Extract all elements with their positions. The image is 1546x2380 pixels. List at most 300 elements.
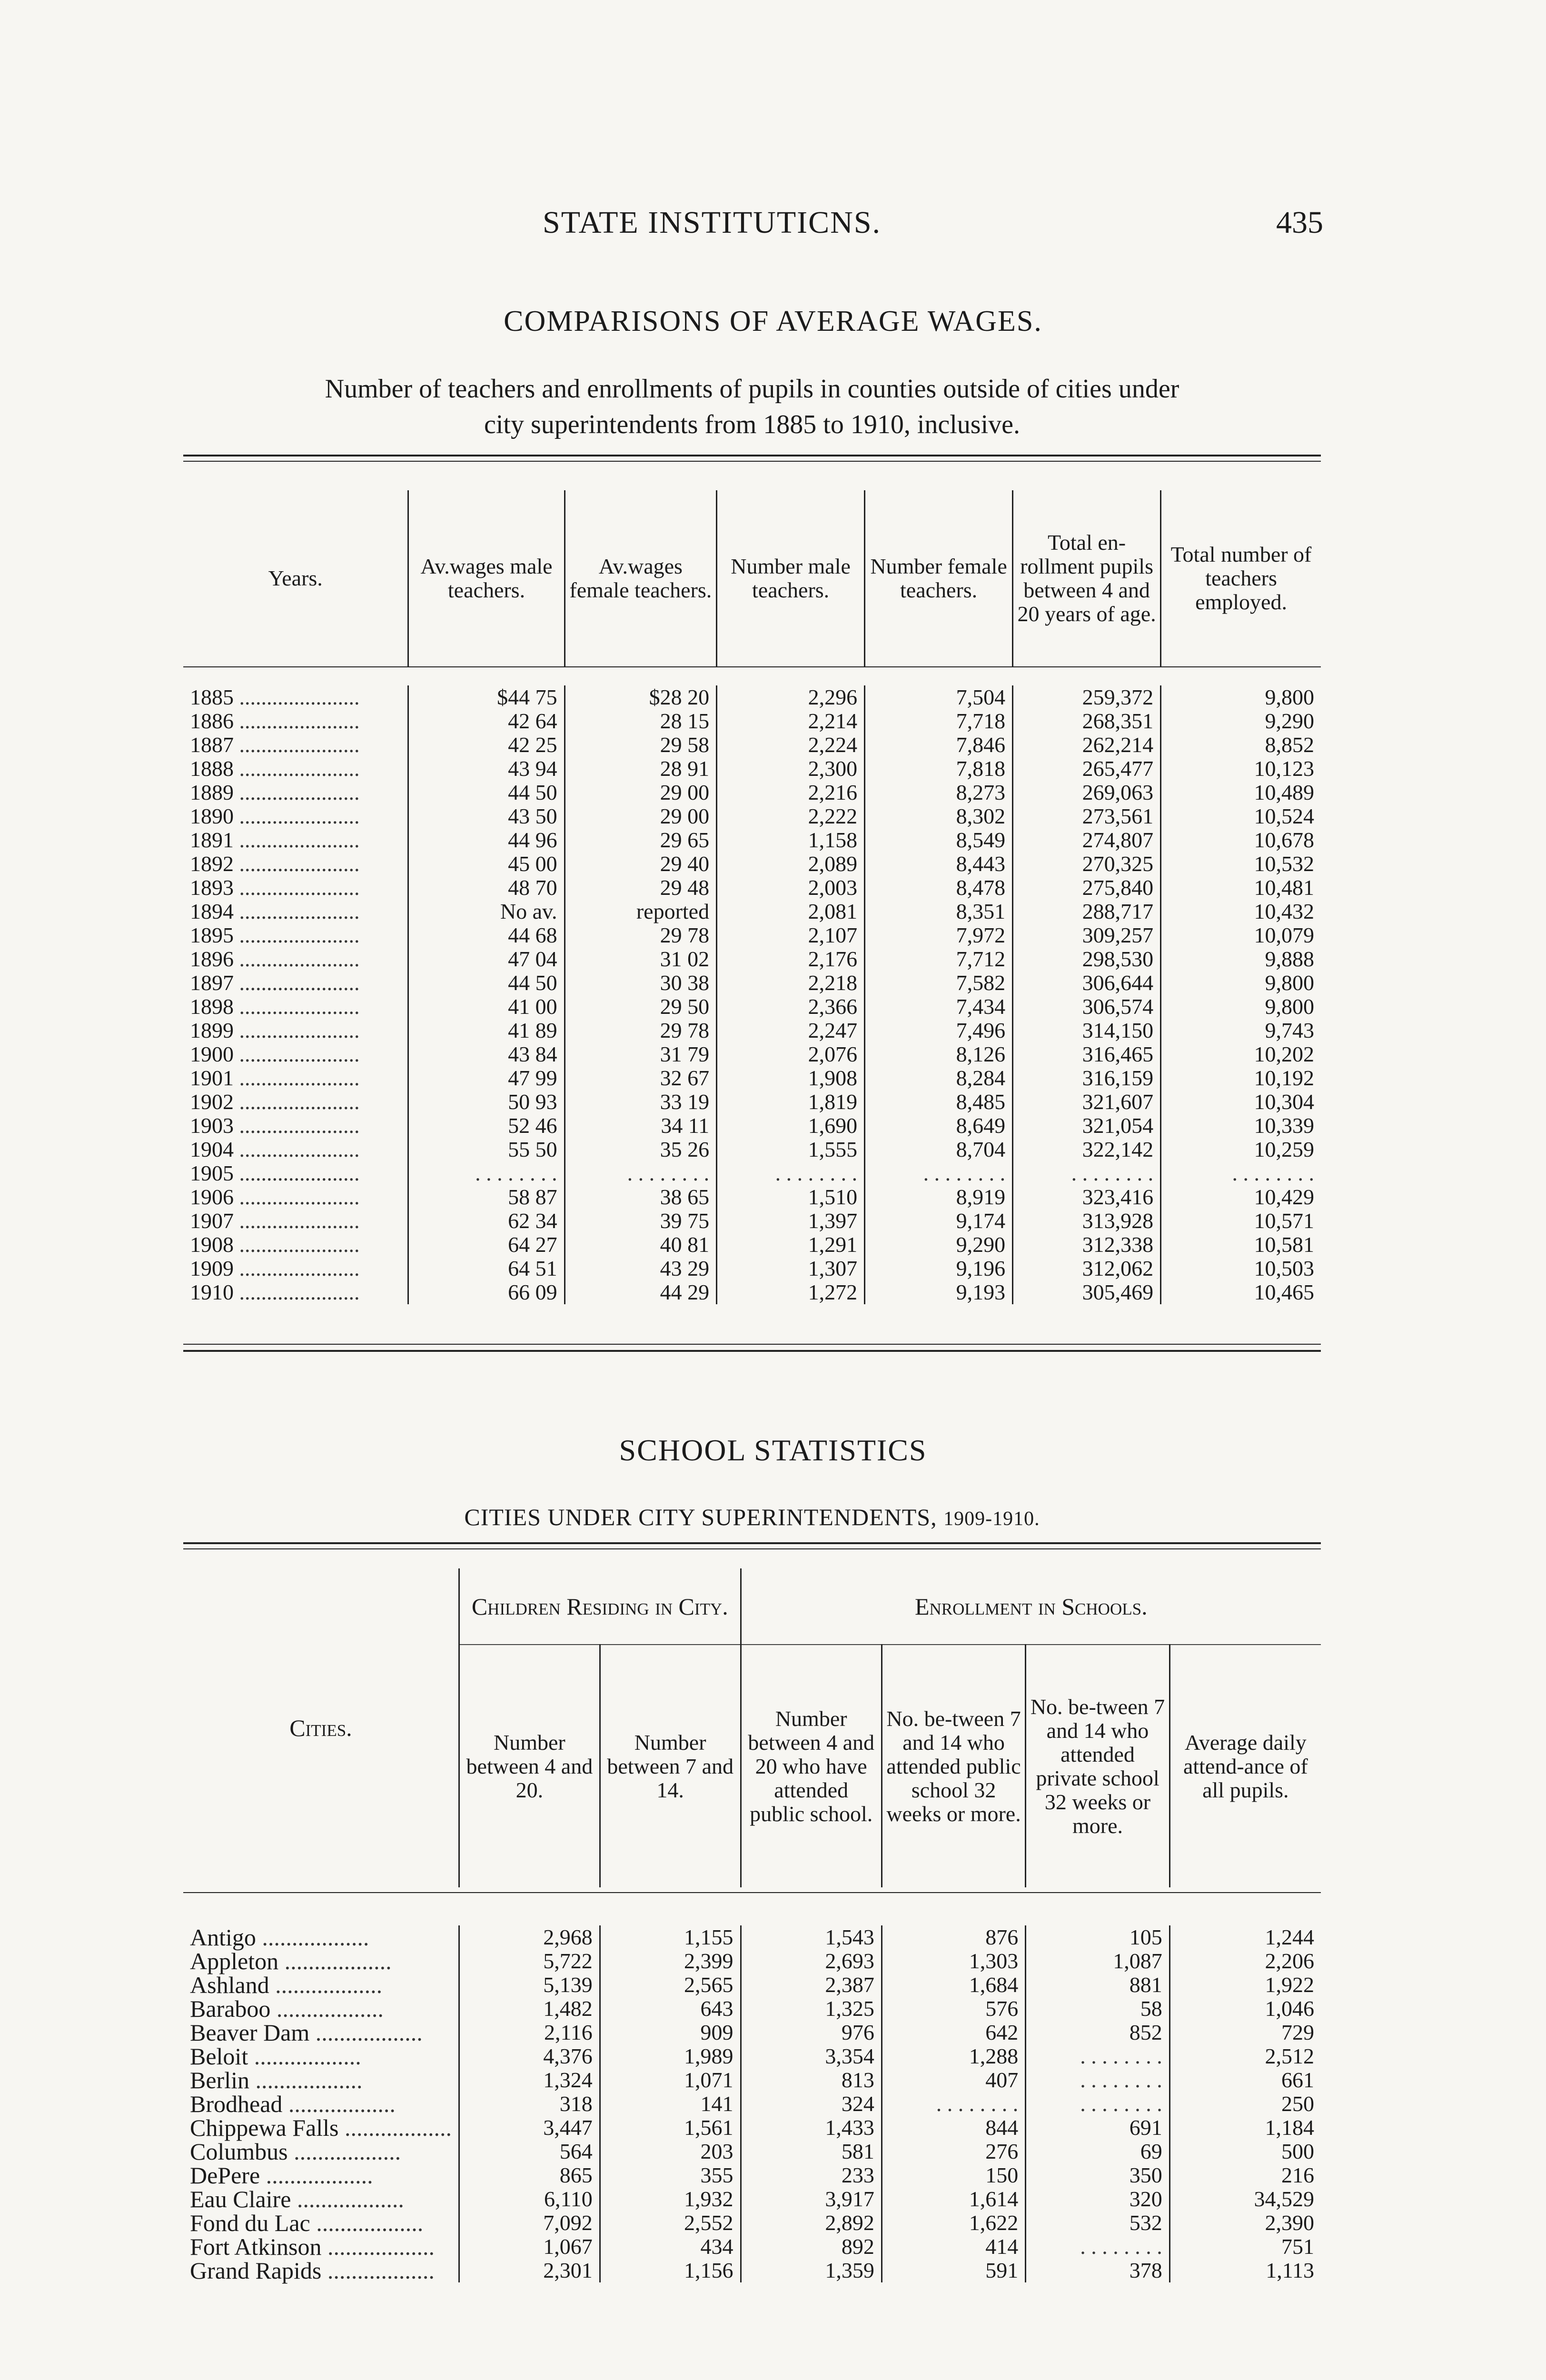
value-cell: 8,126 xyxy=(865,1042,1013,1066)
year-row xyxy=(183,971,1321,995)
value-cell: 105 xyxy=(1026,1925,1169,1949)
year-row xyxy=(183,1257,1321,1280)
value-cell: 1,433 xyxy=(741,2116,882,2140)
value-cell: 2,387 xyxy=(741,1973,882,1997)
value-cell: 10,202 xyxy=(1161,1042,1321,1066)
year-cell: 1890 ...................... xyxy=(190,804,360,828)
value-cell: 318 xyxy=(459,2092,600,2116)
value-cell: 9,800 xyxy=(1161,971,1321,995)
value-cell: 9,193 xyxy=(865,1280,1013,1304)
value-cell: 1,555 xyxy=(717,1138,865,1161)
value-cell: 2,390 xyxy=(1169,2211,1321,2235)
value-cell: 305,469 xyxy=(1013,1280,1161,1304)
value-cell: 44 29 xyxy=(565,1280,717,1304)
value-cell: 29 00 xyxy=(565,781,717,804)
year-cell: 1886 ...................... xyxy=(190,709,360,733)
section2-title: SCHOOL STATISTICS xyxy=(619,1433,927,1467)
value-cell: 2,003 xyxy=(717,876,865,900)
section1-subtitle-1: Number of teachers and enrollments of pupils in counties outside of cities under xyxy=(325,374,1179,404)
section1-subtitle-2: city superintendents from 1885 to 1910, inclusive. xyxy=(484,410,1021,439)
year-label: 1901 xyxy=(190,1066,234,1090)
value-cell: $28 20 xyxy=(565,685,717,709)
value-cell: 47 04 xyxy=(408,947,565,971)
value-cell: 259,372 xyxy=(1013,685,1161,709)
city-cell: Baraboo .................. xyxy=(190,1995,384,2022)
city-name: Baraboo xyxy=(190,1995,271,2022)
value-cell: 42 64 xyxy=(408,709,565,733)
table1-bottom-rule-thin xyxy=(183,1344,1321,1345)
value-cell: 350 xyxy=(1026,2163,1169,2187)
value-cell: 7,434 xyxy=(865,995,1013,1019)
year-label: 1891 xyxy=(190,828,234,852)
value-cell: 29 00 xyxy=(565,804,717,828)
value-cell: 1,325 xyxy=(741,1997,882,2021)
year-label: 1908 xyxy=(190,1232,234,1257)
city-name: Columbus xyxy=(190,2138,288,2165)
value-cell: 316,159 xyxy=(1013,1066,1161,1090)
city-row xyxy=(183,1997,1321,2021)
table1-bottom-rule xyxy=(183,1350,1321,1352)
value-cell: 141 xyxy=(600,2092,741,2116)
value-cell: 8,852 xyxy=(1161,733,1321,757)
section2-subtitle xyxy=(178,1499,1326,1537)
year-label: 1898 xyxy=(190,994,234,1019)
value-cell: 7,092 xyxy=(459,2211,600,2235)
value-cell: 9,290 xyxy=(1161,709,1321,733)
value-cell: 10,489 xyxy=(1161,781,1321,804)
year-row xyxy=(183,1185,1321,1209)
value-cell: 10,678 xyxy=(1161,828,1321,852)
value-cell: 7,818 xyxy=(865,757,1013,781)
year-cell: 1892 ...................... xyxy=(190,852,360,876)
value-cell: 881 xyxy=(1026,1973,1169,1997)
col-header-avg-daily: Average daily attend-ance of all pupils. xyxy=(1169,1645,1321,1887)
year-cell: 1898 ...................... xyxy=(190,994,360,1019)
value-cell: 41 00 xyxy=(408,995,565,1019)
col-header-attended-public: Number between 4 and 20 who have attended public school. xyxy=(741,1645,882,1887)
city-row xyxy=(183,1925,1321,1949)
city-cell: Fond du Lac .................. xyxy=(190,2210,424,2236)
value-cell: 275,840 xyxy=(1013,876,1161,900)
year-label: 1907 xyxy=(190,1209,234,1233)
year-label: 1893 xyxy=(190,875,234,900)
value-cell: 40 81 xyxy=(565,1233,717,1257)
value-cell: 9,800 xyxy=(1161,995,1321,1019)
year-row xyxy=(183,685,1321,709)
value-cell: 8,443 xyxy=(865,852,1013,876)
value-cell: 661 xyxy=(1169,2068,1321,2092)
value-cell: 10,465 xyxy=(1161,1280,1321,1304)
value-cell: 1,932 xyxy=(600,2187,741,2211)
col-header-number-female: Number female teachers. xyxy=(865,490,1013,666)
year-cell: 1899 ...................... xyxy=(190,1018,360,1042)
value-cell: 322,142 xyxy=(1013,1138,1161,1161)
value-cell: 1,158 xyxy=(717,828,865,852)
city-name: DePere xyxy=(190,2162,260,2189)
year-label: 1892 xyxy=(190,852,234,876)
value-cell: 8,478 xyxy=(865,876,1013,900)
value-cell: 10,503 xyxy=(1161,1257,1321,1280)
value-cell: 2,176 xyxy=(717,947,865,971)
year-row xyxy=(183,781,1321,804)
col-header-cities: Cities. xyxy=(289,1715,352,1741)
value-cell: 1,922 xyxy=(1169,1973,1321,1997)
value-cell: 1,113 xyxy=(1169,2259,1321,2282)
value-cell: 35 26 xyxy=(565,1138,717,1161)
value-cell: 865 xyxy=(459,2163,600,2187)
year-cell: 1889 ...................... xyxy=(190,780,360,804)
year-row xyxy=(183,1090,1321,1114)
value-cell: 2,968 xyxy=(459,1925,600,1949)
value-cell: 10,432 xyxy=(1161,900,1321,923)
value-cell: 7,972 xyxy=(865,923,1013,947)
value-cell: 321,607 xyxy=(1013,1090,1161,1114)
value-cell: 2,300 xyxy=(717,757,865,781)
value-cell: 8,704 xyxy=(865,1138,1013,1161)
school-stats-table-body xyxy=(183,1925,1321,2282)
value-cell: 29 48 xyxy=(565,876,717,900)
value-cell: 10,581 xyxy=(1161,1233,1321,1257)
city-name: Grand Rapids xyxy=(190,2257,322,2284)
year-cell: 1907 ...................... xyxy=(190,1209,360,1233)
value-cell: 2,214 xyxy=(717,709,865,733)
value-cell: . . . . . . . . xyxy=(1013,1161,1161,1185)
value-cell: 1,510 xyxy=(717,1185,865,1209)
value-cell: 47 99 xyxy=(408,1066,565,1090)
city-row xyxy=(183,2021,1321,2044)
value-cell: 909 xyxy=(600,2021,741,2044)
group-header-children: Children Residing in City. xyxy=(459,1568,741,1645)
section1-title: COMPARISONS OF AVERAGE WAGES. xyxy=(504,305,1042,337)
value-cell: 2,552 xyxy=(600,2211,741,2235)
city-cell: Brodhead .................. xyxy=(190,2091,396,2117)
year-cell: 1902 ...................... xyxy=(190,1090,360,1114)
value-cell: 270,325 xyxy=(1013,852,1161,876)
col-header-private-32-weeks: No. be-tween 7 and 14 who attended private school 32 weeks or more. xyxy=(1026,1645,1169,1887)
value-cell: . . . . . . . . xyxy=(717,1161,865,1185)
value-cell: 7,504 xyxy=(865,685,1013,709)
value-cell: 2,206 xyxy=(1169,1949,1321,1973)
value-cell: 1,288 xyxy=(882,2044,1025,2068)
value-cell: 2,218 xyxy=(717,971,865,995)
value-cell: 407 xyxy=(882,2068,1025,2092)
city-cell: Beaver Dam .................. xyxy=(190,2019,423,2046)
value-cell: reported xyxy=(565,900,717,923)
value-cell: 44 96 xyxy=(408,828,565,852)
value-cell: 43 84 xyxy=(408,1042,565,1066)
value-cell: 1,067 xyxy=(459,2235,600,2259)
value-cell: 2,565 xyxy=(600,1973,741,1997)
value-cell: 1,071 xyxy=(600,2068,741,2092)
value-cell: 41 89 xyxy=(408,1019,565,1042)
value-cell: 50 93 xyxy=(408,1090,565,1114)
year-row xyxy=(183,852,1321,876)
value-cell: 44 50 xyxy=(408,781,565,804)
value-cell: 29 50 xyxy=(565,995,717,1019)
value-cell: 10,304 xyxy=(1161,1090,1321,1114)
value-cell: 44 50 xyxy=(408,971,565,995)
value-cell: 31 02 xyxy=(565,947,717,971)
value-cell: 9,290 xyxy=(865,1233,1013,1257)
value-cell: 29 78 xyxy=(565,923,717,947)
city-row xyxy=(183,2116,1321,2140)
value-cell: 1,622 xyxy=(882,2211,1025,2235)
value-cell: 43 94 xyxy=(408,757,565,781)
year-label: 1894 xyxy=(190,899,234,923)
value-cell: 2,116 xyxy=(459,2021,600,2044)
value-cell: 55 50 xyxy=(408,1138,565,1161)
value-cell: 29 78 xyxy=(565,1019,717,1042)
value-cell: 34 11 xyxy=(565,1114,717,1138)
value-cell: . . . . . . . . xyxy=(1026,2092,1169,2116)
value-cell: 323,416 xyxy=(1013,1185,1161,1209)
school-stats-table xyxy=(183,1568,1321,2282)
city-name: Fort Atkinson xyxy=(190,2233,322,2260)
value-cell: 9,174 xyxy=(865,1209,1013,1233)
value-cell: 10,079 xyxy=(1161,923,1321,947)
value-cell: 62 34 xyxy=(408,1209,565,1233)
year-label: 1885 xyxy=(190,685,234,709)
year-cell: 1900 ...................... xyxy=(190,1042,360,1066)
value-cell: 28 91 xyxy=(565,757,717,781)
value-cell: 8,649 xyxy=(865,1114,1013,1138)
table2-top-rule-thin xyxy=(183,1548,1321,1549)
city-name: Berlin xyxy=(190,2067,249,2093)
col-header-total-enrollment: Total en-rollment pupils between 4 and 20 years of age. xyxy=(1013,490,1161,666)
year-cell: 1905 ...................... xyxy=(190,1161,360,1185)
value-cell: 31 79 xyxy=(565,1042,717,1066)
value-cell: 58 xyxy=(1026,1997,1169,2021)
year-cell: 1896 ...................... xyxy=(190,947,360,971)
year-cell: 1909 ...................... xyxy=(190,1256,360,1280)
year-row xyxy=(183,709,1321,733)
value-cell: . . . . . . . . xyxy=(408,1161,565,1185)
value-cell: 1,684 xyxy=(882,1973,1025,1997)
value-cell: 2,399 xyxy=(600,1949,741,1973)
year-row xyxy=(183,1138,1321,1161)
value-cell: 2,366 xyxy=(717,995,865,1019)
value-cell: 2,693 xyxy=(741,1949,882,1973)
city-row xyxy=(183,2211,1321,2235)
value-cell: 729 xyxy=(1169,2021,1321,2044)
year-row xyxy=(183,1042,1321,1066)
value-cell: 314,150 xyxy=(1013,1019,1161,1042)
value-cell: 378 xyxy=(1026,2259,1169,2282)
value-cell: 751 xyxy=(1169,2235,1321,2259)
city-row xyxy=(183,1949,1321,1973)
value-cell: 29 58 xyxy=(565,733,717,757)
value-cell: 355 xyxy=(600,2163,741,2187)
year-row xyxy=(183,828,1321,852)
value-cell: 1,690 xyxy=(717,1114,865,1138)
value-cell: 321,054 xyxy=(1013,1114,1161,1138)
value-cell: 1,482 xyxy=(459,1997,600,2021)
city-name: Beaver Dam xyxy=(190,2019,310,2046)
year-cell: 1904 ...................... xyxy=(190,1137,360,1161)
value-cell: 69 xyxy=(1026,2140,1169,2163)
value-cell: . . . . . . . . xyxy=(1026,2068,1169,2092)
value-cell: 1,156 xyxy=(600,2259,741,2282)
col-header-number-male: Number male teachers. xyxy=(717,490,865,666)
col-header-years: Years. xyxy=(268,566,323,590)
col-header-num-7-14: Number between 7 and 14. xyxy=(600,1645,741,1887)
value-cell: 9,800 xyxy=(1161,685,1321,709)
value-cell: 262,214 xyxy=(1013,733,1161,757)
year-label: 1910 xyxy=(190,1280,234,1304)
city-row xyxy=(183,2044,1321,2068)
city-name: Ashland xyxy=(190,1972,269,1998)
value-cell: 48 70 xyxy=(408,876,565,900)
city-row xyxy=(183,2259,1321,2282)
col-header-avwage-female: Av.wages female teachers. xyxy=(565,490,717,666)
value-cell: 2,107 xyxy=(717,923,865,947)
table1-top-rule-thin xyxy=(183,461,1321,462)
year-cell: 1885 ...................... xyxy=(190,685,360,709)
value-cell: 414 xyxy=(882,2235,1025,2259)
value-cell: 1,244 xyxy=(1169,1925,1321,1949)
value-cell: 1,908 xyxy=(717,1066,865,1090)
year-cell: 1888 ...................... xyxy=(190,756,360,781)
value-cell: 309,257 xyxy=(1013,923,1161,947)
value-cell: 216 xyxy=(1169,2163,1321,2187)
year-row xyxy=(183,923,1321,947)
year-label: 1905 xyxy=(190,1161,234,1185)
value-cell: 643 xyxy=(600,1997,741,2021)
city-name: Beloit xyxy=(190,2043,248,2070)
year-row xyxy=(183,1019,1321,1042)
value-cell: 9,196 xyxy=(865,1257,1013,1280)
section2-subtitle-text: CITIES UNDER CITY SUPERINTENDENTS, xyxy=(464,1504,937,1530)
year-label: 1902 xyxy=(190,1090,234,1114)
year-cell: 1906 ...................... xyxy=(190,1185,360,1209)
year-cell: 1908 ...................... xyxy=(190,1232,360,1257)
value-cell: 269,063 xyxy=(1013,781,1161,804)
year-label: 1896 xyxy=(190,947,234,971)
value-cell: 2,296 xyxy=(717,685,865,709)
year-row xyxy=(183,1066,1321,1090)
value-cell: 10,192 xyxy=(1161,1066,1321,1090)
year-label: 1886 xyxy=(190,709,234,733)
value-cell: 1,087 xyxy=(1026,1949,1169,1973)
year-row xyxy=(183,947,1321,971)
value-cell: 8,302 xyxy=(865,804,1013,828)
value-cell: 274,807 xyxy=(1013,828,1161,852)
value-cell: 10,259 xyxy=(1161,1138,1321,1161)
value-cell: 10,524 xyxy=(1161,804,1321,828)
value-cell: No av. xyxy=(408,900,565,923)
city-cell: Ashland .................. xyxy=(190,1972,383,1998)
value-cell: . . . . . . . . xyxy=(1026,2044,1169,2068)
value-cell: 34,529 xyxy=(1169,2187,1321,2211)
value-cell: 10,481 xyxy=(1161,876,1321,900)
value-cell: 312,062 xyxy=(1013,1257,1161,1280)
value-cell: 276 xyxy=(882,2140,1025,2163)
value-cell: 532 xyxy=(1026,2211,1169,2235)
value-cell: 268,351 xyxy=(1013,709,1161,733)
year-row xyxy=(183,804,1321,828)
value-cell: 1,359 xyxy=(741,2259,882,2282)
value-cell: 2,222 xyxy=(717,804,865,828)
year-row xyxy=(183,876,1321,900)
city-row xyxy=(183,2235,1321,2259)
value-cell: 2,301 xyxy=(459,2259,600,2282)
value-cell: 813 xyxy=(741,2068,882,2092)
year-row xyxy=(183,1114,1321,1138)
city-name: Appleton xyxy=(190,1948,279,1974)
value-cell: 312,338 xyxy=(1013,1233,1161,1257)
value-cell: 7,846 xyxy=(865,733,1013,757)
city-cell: Eau Claire .................. xyxy=(190,2186,404,2212)
value-cell: 150 xyxy=(882,2163,1025,2187)
value-cell: 33 19 xyxy=(565,1090,717,1114)
city-name: Brodhead xyxy=(190,2091,283,2117)
year-label: 1897 xyxy=(190,971,234,995)
group-header-enrollment: Enrollment in Schools. xyxy=(741,1568,1321,1645)
value-cell: 320 xyxy=(1026,2187,1169,2211)
value-cell: 2,089 xyxy=(717,852,865,876)
value-cell: 9,888 xyxy=(1161,947,1321,971)
year-label: 1903 xyxy=(190,1113,234,1138)
value-cell: 10,571 xyxy=(1161,1209,1321,1233)
year-row xyxy=(183,995,1321,1019)
city-row xyxy=(183,2140,1321,2163)
value-cell: 976 xyxy=(741,2021,882,2044)
year-label: 1900 xyxy=(190,1042,234,1066)
value-cell: 1,989 xyxy=(600,2044,741,2068)
year-row xyxy=(183,1161,1321,1185)
value-cell: 8,549 xyxy=(865,828,1013,852)
col-header-avwage-male: Av.wages male teachers. xyxy=(408,490,565,666)
value-cell: 4,376 xyxy=(459,2044,600,2068)
value-cell: 233 xyxy=(741,2163,882,2187)
value-cell: 313,928 xyxy=(1013,1209,1161,1233)
year-label: 1909 xyxy=(190,1256,234,1280)
value-cell: 7,496 xyxy=(865,1019,1013,1042)
value-cell: 1,819 xyxy=(717,1090,865,1114)
value-cell: 66 09 xyxy=(408,1280,565,1304)
value-cell: 8,273 xyxy=(865,781,1013,804)
value-cell: 10,429 xyxy=(1161,1185,1321,1209)
value-cell: 8,284 xyxy=(865,1066,1013,1090)
year-label: 1906 xyxy=(190,1185,234,1209)
value-cell: 43 29 xyxy=(565,1257,717,1280)
value-cell: 273,561 xyxy=(1013,804,1161,828)
year-label: 1889 xyxy=(190,780,234,804)
value-cell: 564 xyxy=(459,2140,600,2163)
value-cell: 32 67 xyxy=(565,1066,717,1090)
value-cell: 5,722 xyxy=(459,1949,600,1973)
year-cell: 1894 ...................... xyxy=(190,899,360,923)
value-cell: 10,532 xyxy=(1161,852,1321,876)
year-label: 1904 xyxy=(190,1137,234,1161)
year-cell: 1910 ...................... xyxy=(190,1280,360,1304)
city-cell: Berlin .................. xyxy=(190,2067,363,2093)
value-cell: 1,291 xyxy=(717,1233,865,1257)
city-name: Antigo xyxy=(190,1924,256,1951)
city-cell: Fort Atkinson .................. xyxy=(190,2233,435,2260)
table2-top-rule xyxy=(183,1542,1321,1544)
year-label: 1895 xyxy=(190,923,234,947)
year-label: 1890 xyxy=(190,804,234,828)
city-row xyxy=(183,2068,1321,2092)
value-cell: 52 46 xyxy=(408,1114,565,1138)
value-cell: 3,917 xyxy=(741,2187,882,2211)
value-cell: 306,644 xyxy=(1013,971,1161,995)
value-cell: 45 00 xyxy=(408,852,565,876)
value-cell: 1,561 xyxy=(600,2116,741,2140)
value-cell: 42 25 xyxy=(408,733,565,757)
year-cell: 1895 ...................... xyxy=(190,923,360,947)
